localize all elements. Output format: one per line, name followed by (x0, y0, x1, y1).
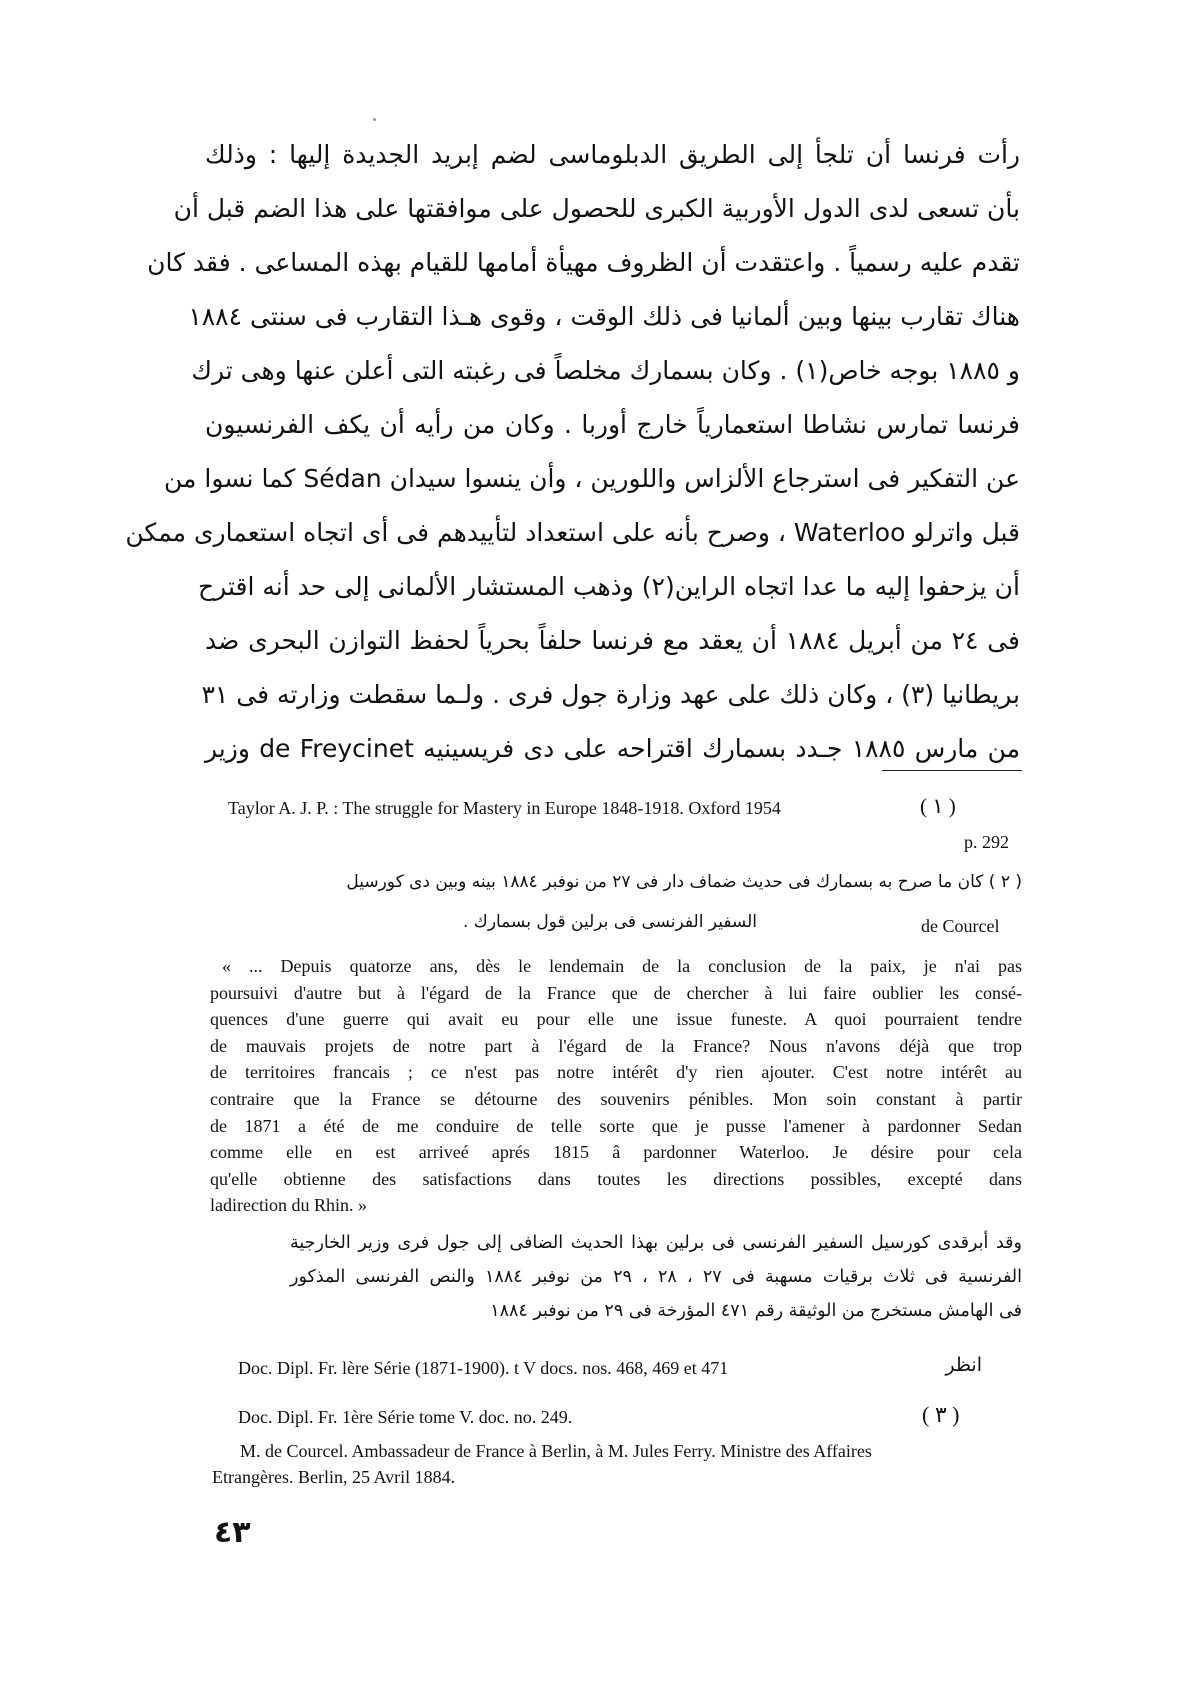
body-line: رأت فرنسا أن تلجأ إلى الطريق الدبلوماسى لضم إبريد الجديدة إليها : وذلك (205, 140, 1020, 169)
page-number: ٤٣ (214, 1515, 251, 1550)
body-line: هناك تقارب بينها وبين ألمانيا فى ذلك الوقت ، وقوى هـذا التقارب فى سنتى ١٨٨٤ (188, 302, 1020, 331)
body-line: أن يزحفوا إليه ما عدا اتجاه الراين(٢) وذهب المستشار الألمانى إلى حد أنه اقترح (198, 572, 1020, 601)
body-line: عن التفكير فى استرجاع الألزاس واللورين ، وأن ينسوا سيدان Sédan كما نسوا من (164, 464, 1020, 493)
footnote-separator (882, 770, 1022, 771)
note-line: وقد أبرقدى كورسيل السفير الفرنسى فى برلين بهذا الحديث الضافى إلى جول فرى وزير الخارجية (290, 1233, 1022, 1253)
footnote-1-page: p. 292 (964, 832, 1009, 852)
scan-speck (373, 118, 376, 121)
body-line: بأن تسعى لدى الدول الأوربية الكبرى للحصول على موافقتها على هذا الضم قبل أن (173, 194, 1020, 223)
footnote-3-marker: ( ٣ ) (922, 1402, 960, 1427)
body-paragraph (125, 128, 1021, 776)
french-quote (210, 953, 1022, 1219)
footnote-2-line1: ( ٢ ) كان ما صرح به بسمارك فى حديث ضماف دار فى ٢٧ من نوفبر ١٨٨٤ بينه وبين دى كورسيل (346, 872, 1022, 892)
body-line: من مارس ١٨٨٥ جـدد بسمارك اقتراحه على دى فريسينيه de Freycinet وزير (205, 734, 1020, 763)
note-line: فى الهامش مستخرج من الوثيقة رقم ٤٧١ المؤرخة فى ٢٩ من نوفبر ١٨٨٤ (490, 1301, 1022, 1321)
see-label: انظر (945, 1354, 982, 1376)
reference-doc-dipl: Doc. Dipl. Fr. lère Série (1871-1900). t V docs. nos. 468, 469 et 471 (238, 1358, 729, 1378)
quote-line: de 1871 a été de me conduire de telle sorte que je pusse l'amener à pardonner Sedan (210, 1115, 1022, 1136)
quote-line: qu'elle obtienne des satisfactions dans toutes les directions possibles, excepté dans (210, 1168, 1022, 1189)
note-line: الفرنسية فى ثلاث برقيات مسهبة فى ٢٧ ، ٢٨ ، ٢٩ من نوفبر ١٨٨٤ والنص الفرنسى المذكور (290, 1267, 1022, 1287)
quote-line: poursuivi d'autre but à l'égard de la France que de chercher à lui faire oublier les consé- (210, 982, 1022, 1003)
quote-line: comme elle en est arriveé aprés 1815 â pardonner Waterloo. Je désire pour cela (210, 1142, 1022, 1163)
body-line: تقدم عليه رسمياً . واعتقدت أن الظروف مهيأة أمامها للقيام بهذه المساعى . فقد كان (147, 248, 1020, 277)
footnote-3-text: Doc. Dipl. Fr. 1ère Série tome V. doc. no. 249. (238, 1407, 573, 1427)
body-line: فرنسا تمارس نشاطا استعمارياً خارج أوربا . وكان من رأيه أن يكف الفرنسيون (205, 410, 1020, 439)
footnote-2-line2-en: de Courcel (921, 916, 1000, 936)
body-line: بريطانيا (٣) ، وكان ذلك على عهد وزارة جول فرى . ولـما سقطت وزارته فى ٣١ (201, 680, 1020, 709)
quote-line: ladirection du Rhin. » (210, 1195, 367, 1216)
quote-line: de territoires francais ; ce n'est pas notre intérêt d'y rien ajouter. C'est notre intérêt au (210, 1062, 1022, 1083)
footnote-1-text: Taylor A. J. P. : The struggle for Mastery in Europe 1848-1918. Oxford 1954 (228, 798, 781, 818)
body-line: فى ٢٤ من أبريل ١٨٨٤ أن يعقد مع فرنسا حلفاً بحرياً لحفظ التوازن البحرى ضد (205, 626, 1021, 655)
body-line: قبل واترلو Waterloo ، وصرح بأنه على استعداد لتأييدهم فى أى اتجاه استعمارى ممكن (125, 518, 1020, 547)
quote-line: quences d'une guerre qui avait eu pour elle une issue funeste. A quoi pourraient tendre (210, 1009, 1022, 1030)
body-line: و ١٨٨٥ بوجه خاص(١) . وكان بسمارك مخلصاً فى رغبته التى أعلن عنها وهى ترك (191, 356, 1020, 385)
quote-line: « ... Depuis quatorze ans, dès le lendemain de la conclusion de la paix, je n'ai pas (222, 956, 1022, 976)
quote-line: contraire que la France se détourne des souvenirs pénibles. Mon soin constant à partir (210, 1088, 1022, 1109)
quote-line: de mauvais projets de notre part à l'égard de la France? Nous n'avons déjà que trop (210, 1035, 1022, 1056)
courcel-line-1: M. de Courcel. Ambassadeur de France à Berlin, à M. Jules Ferry. Ministre des Affaires (240, 1441, 872, 1461)
courcel-line-2: Etrangères. Berlin, 25 Avril 1884. (212, 1467, 456, 1487)
footnote-2-line2-ar: السفير الفرنسى فى برلين قول بسمارك . (463, 912, 757, 932)
footnote-1-marker: ( ١ ) (920, 794, 956, 818)
